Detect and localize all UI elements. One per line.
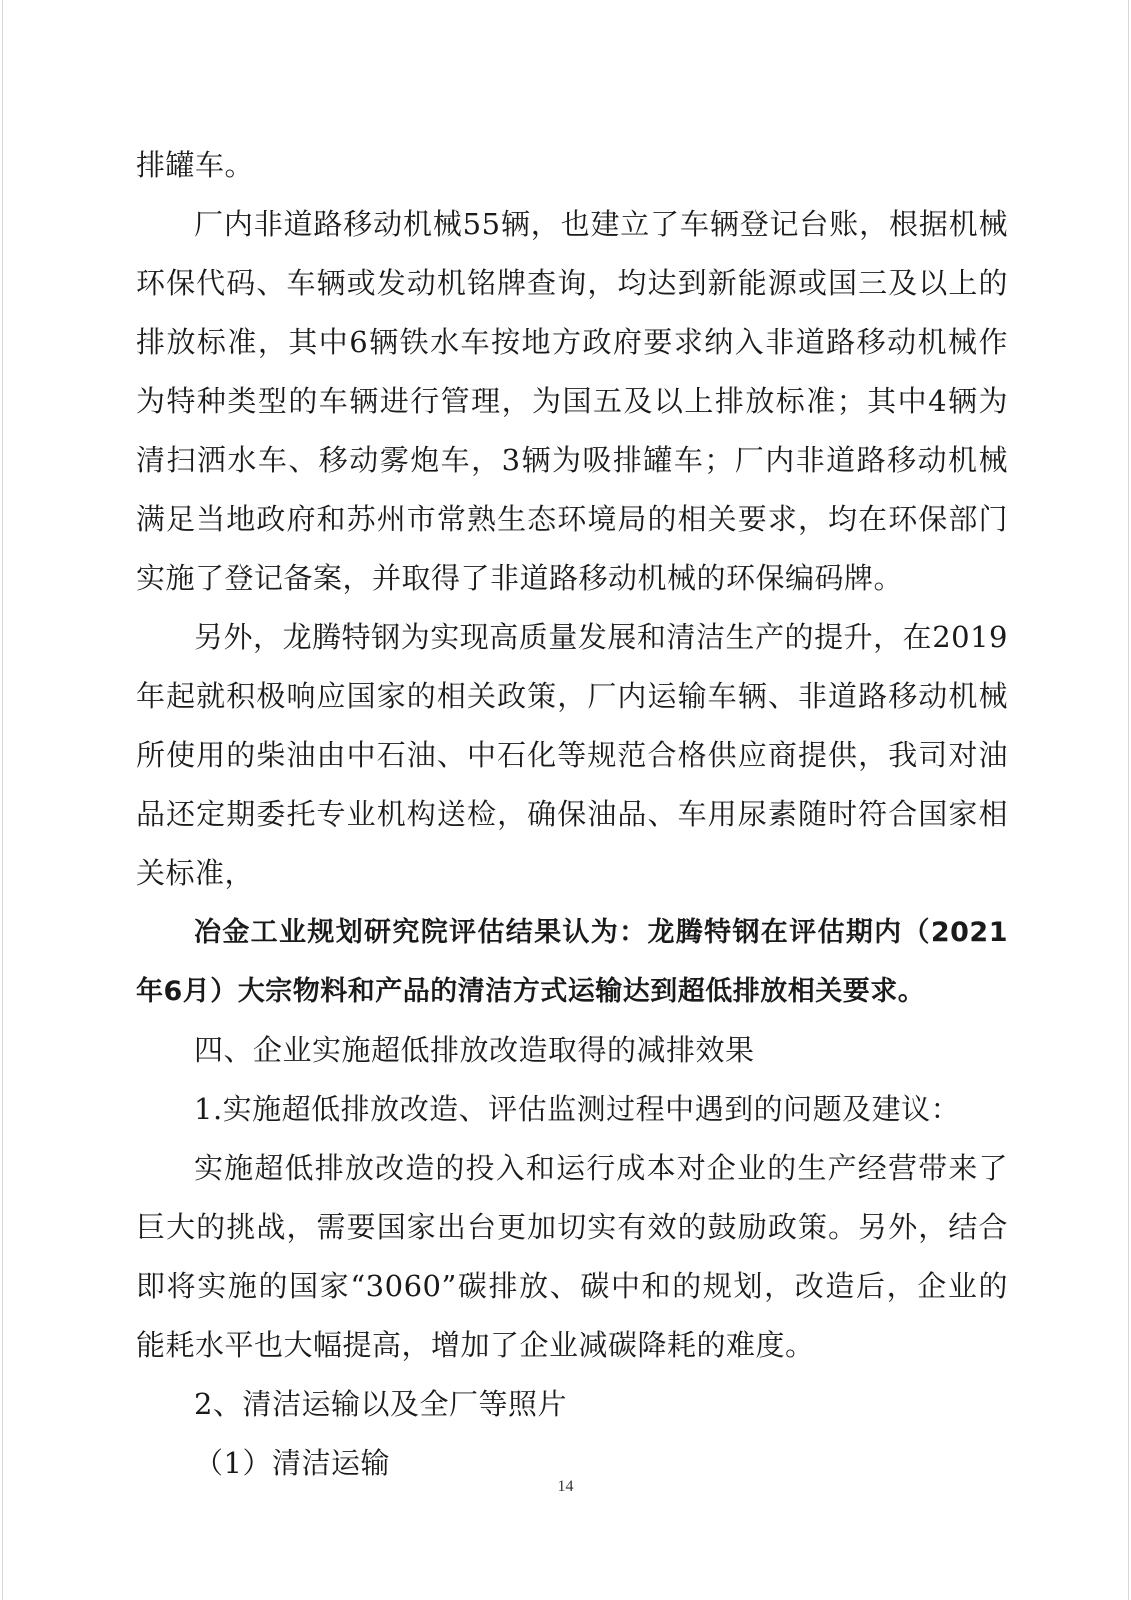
paragraph-non-road-machinery: 厂内非道路移动机械55辆，也建立了车辆登记台账，根据机械环保代码、车辆或发动机铭牌查询，均达到新能源或国三及以上的排放标准，其中6辆铁水车按地方政府要求纳入非道路移动机械作为特种类型的车辆进行管理，为国五及以上排放标准；其中4辆为清扫洒水车、移动雾炮车，3辆为吸排罐车；厂内非道路移动机械满足当地政府和苏州市常熟生态环境局的相关要求，均在环保部门实施了登记备案，并取得了非道路移动机械的环保编码牌。 — [136, 207, 1008, 595]
subsection-heading-1: 1.实施超低排放改造、评估监测过程中遇到的问题及建议： — [194, 1092, 961, 1126]
scan-edge-right — [1128, 0, 1129, 1600]
page-number: 14 — [557, 1478, 574, 1495]
subsection-heading-2: 2、清洁运输以及全厂等照片 — [194, 1387, 567, 1421]
subsection-heading-2-1: （1）清洁运输 — [194, 1446, 390, 1480]
section-heading-4: 四、企业实施超低排放改造取得的减排效果 — [194, 1033, 755, 1067]
paragraph-assessment-conclusion: 冶金工业规划研究院评估结果认为：龙腾特钢在评估期内（2021年6月）大宗物料和产品的清洁方式运输达到超低排放相关要求。 — [136, 917, 1008, 1007]
paragraph-problems-suggestions: 实施超低排放改造的投入和运行成本对企业的生产经营带来了巨大的挑战，需要国家出台更加切实有效的鼓励政策。另外，结合即将实施的国家“3060”碳排放、碳中和的规划，改造后，企业的能耗水平也大幅提高，增加了企业减碳降耗的难度。 — [136, 1151, 1008, 1362]
paragraph-continuation: 排罐车。 — [136, 148, 255, 182]
scan-edge-left — [2, 0, 3, 1600]
body-text — [136, 136, 1008, 1493]
paragraph-fuel-quality: 另外，龙腾特钢为实现高质量发展和清洁生产的提升，在2019年起就积极响应国家的相关政策，厂内运输车辆、非道路移动机械所使用的柴油由中石油、中石化等规范合格供应商提供，我司对油品还定期委托专业机构送检，确保油品、车用尿素随时符合国家相关标准， — [136, 620, 1008, 890]
